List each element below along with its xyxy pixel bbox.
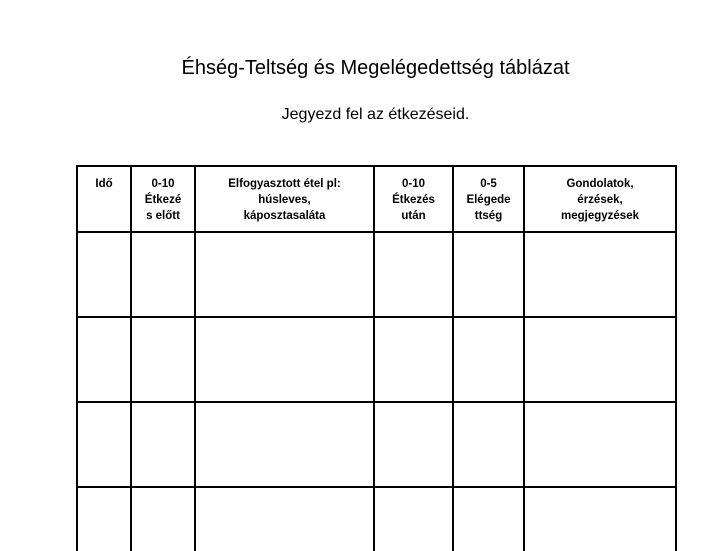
column-header-time: Idő xyxy=(77,166,131,232)
table-cell xyxy=(524,317,676,402)
page-title: Éhség-Teltség és Megelégedettség táblázat xyxy=(181,57,570,79)
table-cell xyxy=(453,487,524,551)
table-cell xyxy=(131,402,195,487)
column-header-food-eaten: Elfogyasztott étel pl: húsleves, káposztasaláta xyxy=(195,166,374,232)
column-header-fullness-after: 0-10 Étkezés után xyxy=(374,166,453,232)
table-cell xyxy=(374,232,453,317)
table-cell xyxy=(453,232,524,317)
table-cell xyxy=(131,487,195,551)
table-row xyxy=(77,232,676,317)
table-cell xyxy=(77,317,131,402)
table-cell xyxy=(524,402,676,487)
header-row xyxy=(77,166,676,232)
table-row xyxy=(77,487,676,551)
table-cell xyxy=(195,487,374,551)
table-cell xyxy=(374,487,453,551)
table-cell xyxy=(131,232,195,317)
table-cell xyxy=(195,232,374,317)
meals-table xyxy=(76,165,677,551)
column-header-satisfaction: 0-5 Elégede ttség xyxy=(453,166,524,232)
table-row xyxy=(77,402,676,487)
column-header-thoughts: Gondolatok, érzések, megjegyzések xyxy=(524,166,676,232)
column-header-hunger-before: 0-10 Étkezé s előtt xyxy=(131,166,195,232)
meals-table-header xyxy=(77,166,676,232)
table-cell xyxy=(374,317,453,402)
table-cell xyxy=(453,402,524,487)
table-cell xyxy=(77,487,131,551)
meals-table-body xyxy=(77,232,676,551)
table-row xyxy=(77,317,676,402)
table-cell xyxy=(195,402,374,487)
table-cell xyxy=(524,232,676,317)
table-cell xyxy=(374,402,453,487)
table-cell xyxy=(131,317,195,402)
table-cell xyxy=(453,317,524,402)
table-cell xyxy=(77,402,131,487)
table-cell xyxy=(195,317,374,402)
page-subtitle: Jegyezd fel az étkezéseid. xyxy=(281,106,470,123)
table-cell xyxy=(524,487,676,551)
table-cell xyxy=(77,232,131,317)
